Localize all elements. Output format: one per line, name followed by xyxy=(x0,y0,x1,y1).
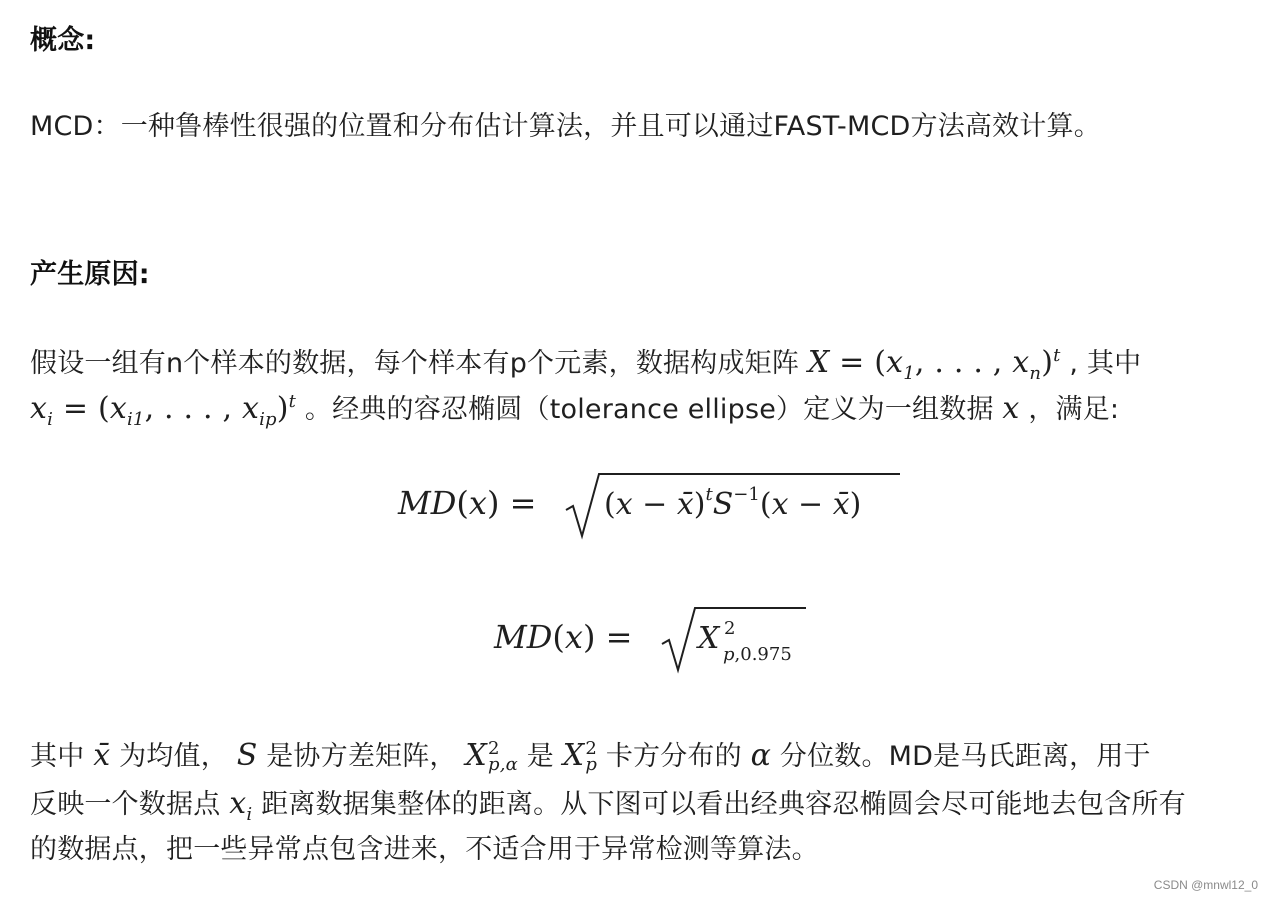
matrix-x-formula: $X = (x_1$, . . . , $x_n)^t$ xyxy=(807,345,1061,384)
formula-md-threshold xyxy=(494,604,814,680)
paragraph-mcd-definition: MCD：一种鲁棒性很强的位置和分布估计算法，并且可以通过FAST-MCD方法高效计算。 xyxy=(30,111,1101,142)
formula-md-definition xyxy=(398,470,908,546)
vector-xi-formula: $x_i = (x_{i1}$, . . . , $x_{ip})^t$ xyxy=(30,391,297,430)
svg-text:(x − x̄)tS−1(x − x̄): $(x - x̄)^tS^{-1}(x$ − x̄) xyxy=(604,484,862,522)
svg-text:MD(x) =: MD(x) = xyxy=(494,618,633,656)
explain-text-a: 其中 xyxy=(30,741,94,772)
formula-md-threshold-svg xyxy=(494,604,814,676)
chi-square-quantile-symbol: X2 p,α xyxy=(465,738,518,775)
explain-text-g: 反映一个数据点 xyxy=(30,789,230,820)
data-x-symbol: x xyxy=(1002,391,1020,426)
svg-text:MD(x) =: MD(x) = xyxy=(398,484,537,522)
svg-text:X: X xyxy=(698,621,720,656)
explain-text-b: 为均值， xyxy=(110,741,237,772)
covariance-s-symbol: S xyxy=(236,738,258,773)
paragraph-explain-line1 xyxy=(30,734,1151,779)
svg-text:2: 2 xyxy=(724,618,736,639)
svg-text:p,0.975: p,0.975 xyxy=(723,644,792,665)
mean-xbar-symbol: x̄ xyxy=(93,738,111,773)
paragraph-cause-line2 xyxy=(30,380,1119,442)
cause-text-d: ，满足: xyxy=(1019,394,1120,425)
data-point-xi-symbol: $x_i$ xyxy=(229,786,253,825)
heading-concept: 概念: xyxy=(30,25,96,56)
cause-text-c: 。经典的容忍椭圆（tolerance ellipse）定义为一组数据 xyxy=(296,394,1003,425)
explain-text-f: 分位数。MD是马氏距离，用于 xyxy=(771,741,1151,772)
explain-text-d: 是 xyxy=(517,741,563,772)
formula-md-definition-svg xyxy=(398,470,908,542)
explain-text-e: 卡方分布的 xyxy=(597,741,751,772)
paragraph-explain-line3: 的数据点，把一些异常点包含进来，不适合用于异常检测等算法。 xyxy=(30,834,819,865)
alpha-symbol: α xyxy=(750,738,772,773)
heading-cause: 产生原因: xyxy=(30,259,150,290)
chi-square-p-symbol: X2 p xyxy=(562,738,598,775)
cause-text-b: , 其中 xyxy=(1060,348,1142,379)
csdn-watermark: CSDN @mnwl12_0 xyxy=(1153,878,1258,892)
explain-text-c: 是协方差矩阵， xyxy=(257,741,466,772)
cause-text-a: 假设一组有n个样本的数据，每个样本有p个元素，数据构成矩阵 xyxy=(30,348,808,379)
explain-text-h: 距离数据集整体的距离。从下图可以看出经典容忍椭圆会尽可能地去包含所有 xyxy=(252,789,1186,820)
